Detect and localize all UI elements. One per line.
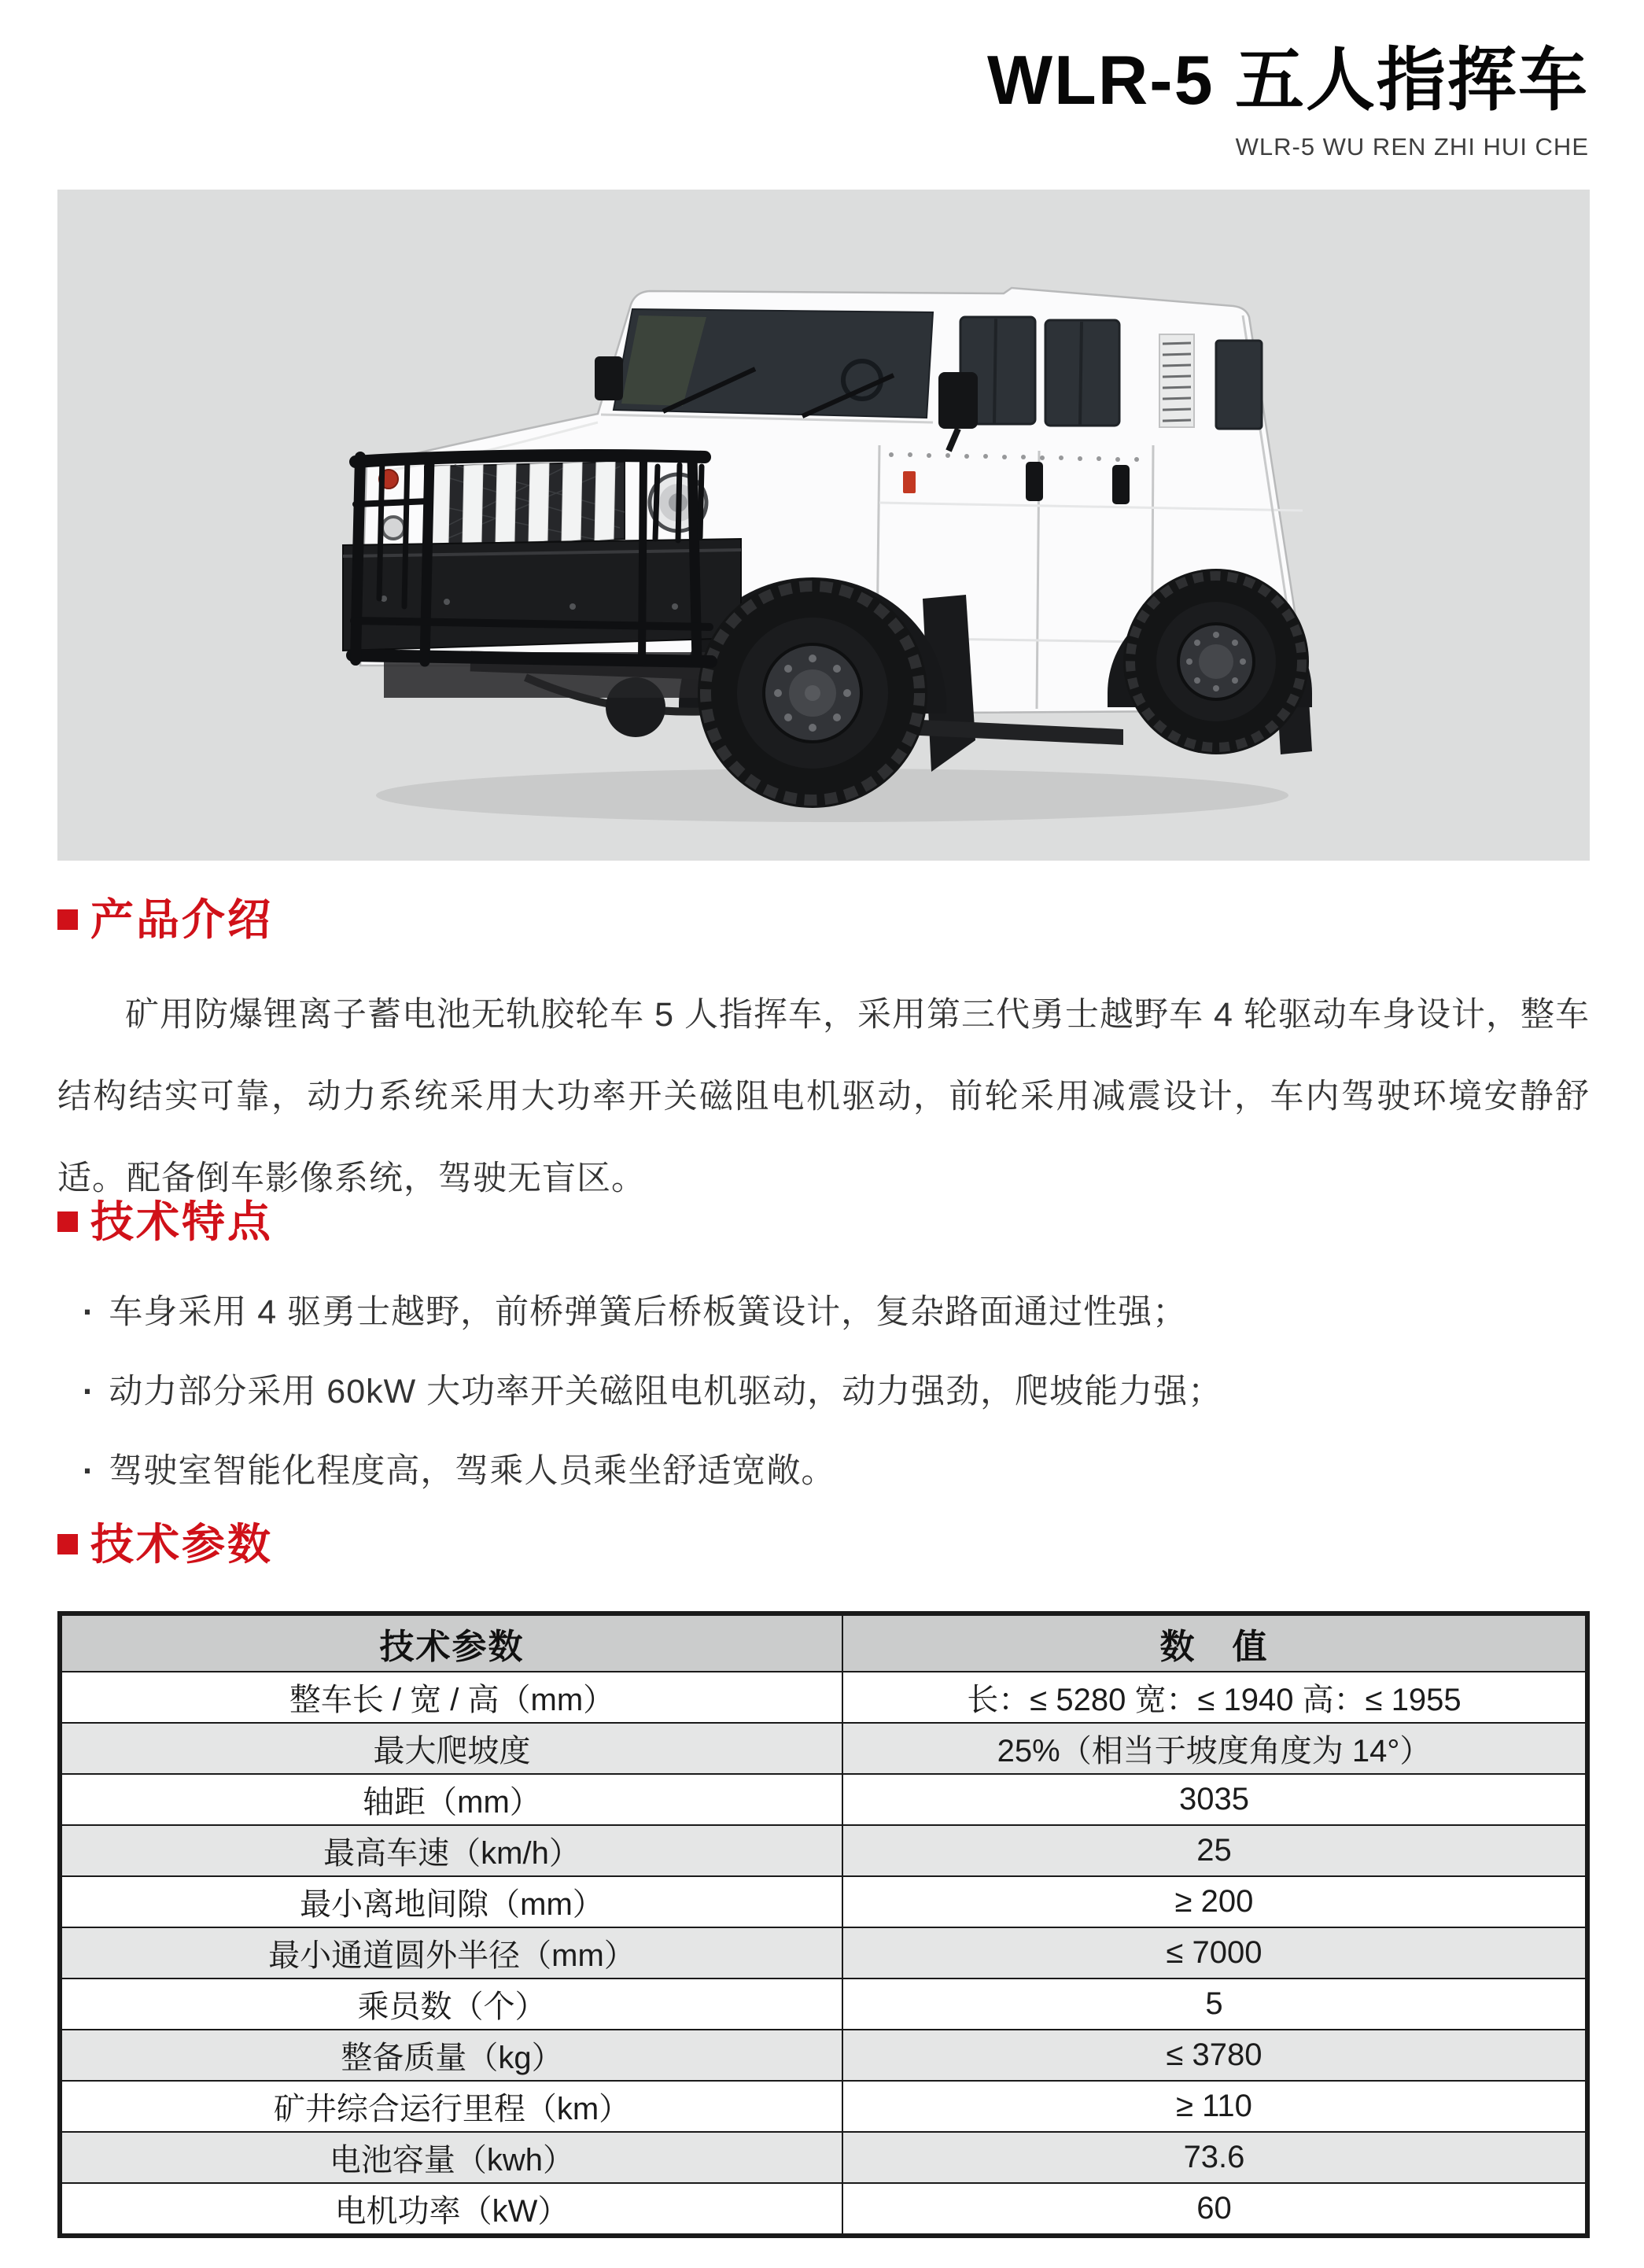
spec-value: ≥ 110 (842, 2081, 1587, 2132)
page-title: WLR-5 五人指挥车 (986, 41, 1589, 119)
spec-value: ≥ 200 (842, 1876, 1587, 1927)
intro-paragraph: 矿用防爆锂离子蓄电池无轨胶轮车 5 人指挥车，采用第三代勇士越野车 4 轮驱动车身设计，整车结构结实可靠，动力系统采用大功率开关磁阻电机驱动，前轮采用减震设计，车内驾驶环境安静舒适。配备倒车影像系统，驾驶无盲区。 (57, 996, 1590, 1197)
section-intro-title: 产品介绍 (90, 895, 274, 944)
spec-value: 25 (842, 1825, 1587, 1876)
specs-header-row (60, 1613, 1587, 1672)
spec-label: 电池容量（kwh） (60, 2132, 842, 2183)
red-square-icon (57, 1211, 78, 1232)
spec-value: 73.6 (842, 2132, 1587, 2183)
spec-value: 5 (842, 1979, 1587, 2030)
feature-item-text: 车身采用 4 驱勇士越野，前桥弹簧后桥板簧设计，复杂路面通过性强； (109, 1293, 1188, 1331)
section-features-title: 技术特点 (90, 1197, 274, 1246)
specs-table (57, 1611, 1590, 2238)
masthead (987, 41, 1589, 160)
spec-row (60, 2183, 1587, 2236)
specs-header-parameter: 技术参数 (60, 1613, 842, 1672)
spec-row (60, 1672, 1587, 1723)
feature-item (57, 1432, 1590, 1511)
section-intro-header (57, 895, 1590, 944)
spec-row (60, 2030, 1587, 2081)
section-features (57, 1197, 1590, 1511)
section-params-header (57, 1520, 1590, 1569)
spec-value: 25%（相当于坡度角度为 14°） (842, 1723, 1587, 1774)
spec-row (60, 1825, 1587, 1876)
spec-value: ≤ 3780 (842, 2030, 1587, 2081)
spec-label: 乘员数（个） (60, 1979, 842, 2030)
bullet-dot-icon: · (83, 1293, 95, 1331)
spec-label: 整车长 / 宽 / 高（mm） (60, 1672, 842, 1723)
spec-row (60, 1774, 1587, 1825)
spec-row (60, 1927, 1587, 1979)
feature-list (57, 1273, 1590, 1511)
section-intro (57, 895, 1590, 1219)
red-square-icon (57, 1534, 78, 1554)
spec-label: 轴距（mm） (60, 1774, 842, 1825)
spec-label: 整备质量（kg） (60, 2030, 842, 2081)
feature-item (57, 1352, 1590, 1432)
spec-row (60, 1723, 1587, 1774)
feature-item-text: 动力部分采用 60kW 大功率开关磁阻电机驱动，动力强劲，爬坡能力强； (109, 1373, 1223, 1411)
spec-value: 60 (842, 2183, 1587, 2236)
feature-item-text: 驾驶室智能化程度高，驾乘人员乘坐舒适宽敞。 (109, 1452, 836, 1490)
section-features-header (57, 1197, 1590, 1246)
feature-item (57, 1273, 1590, 1352)
bullet-dot-icon: · (83, 1452, 95, 1490)
spec-value: 3035 (842, 1774, 1587, 1825)
page-subtitle: WLR-5 WU REN ZHI HUI CHE (1235, 133, 1589, 160)
section-params-title: 技术参数 (90, 1520, 274, 1569)
spec-label: 最高车速（km/h） (60, 1825, 842, 1876)
spec-row (60, 1876, 1587, 1927)
spec-row (60, 2081, 1587, 2132)
spec-row (60, 1979, 1587, 2030)
spec-label: 最小通道圆外半径（mm） (60, 1927, 842, 1979)
spec-value: 长：≤ 5280 宽：≤ 1940 高：≤ 1955 (842, 1672, 1587, 1723)
section-params (57, 1520, 1590, 2238)
spec-label: 最大爬坡度 (60, 1723, 842, 1774)
red-square-icon (57, 909, 78, 930)
spec-label: 矿井综合运行里程（km） (60, 2081, 842, 2132)
spec-value: ≤ 7000 (842, 1927, 1587, 1979)
product-photo (57, 190, 1590, 861)
spec-row (60, 2132, 1587, 2183)
bullet-dot-icon: · (83, 1373, 95, 1411)
specs-header-value: 数 值 (842, 1613, 1587, 1672)
spec-label: 电机功率（kW） (60, 2183, 842, 2236)
vehicle-illustration (337, 268, 1320, 835)
spec-label: 最小离地间隙（mm） (60, 1876, 842, 1927)
